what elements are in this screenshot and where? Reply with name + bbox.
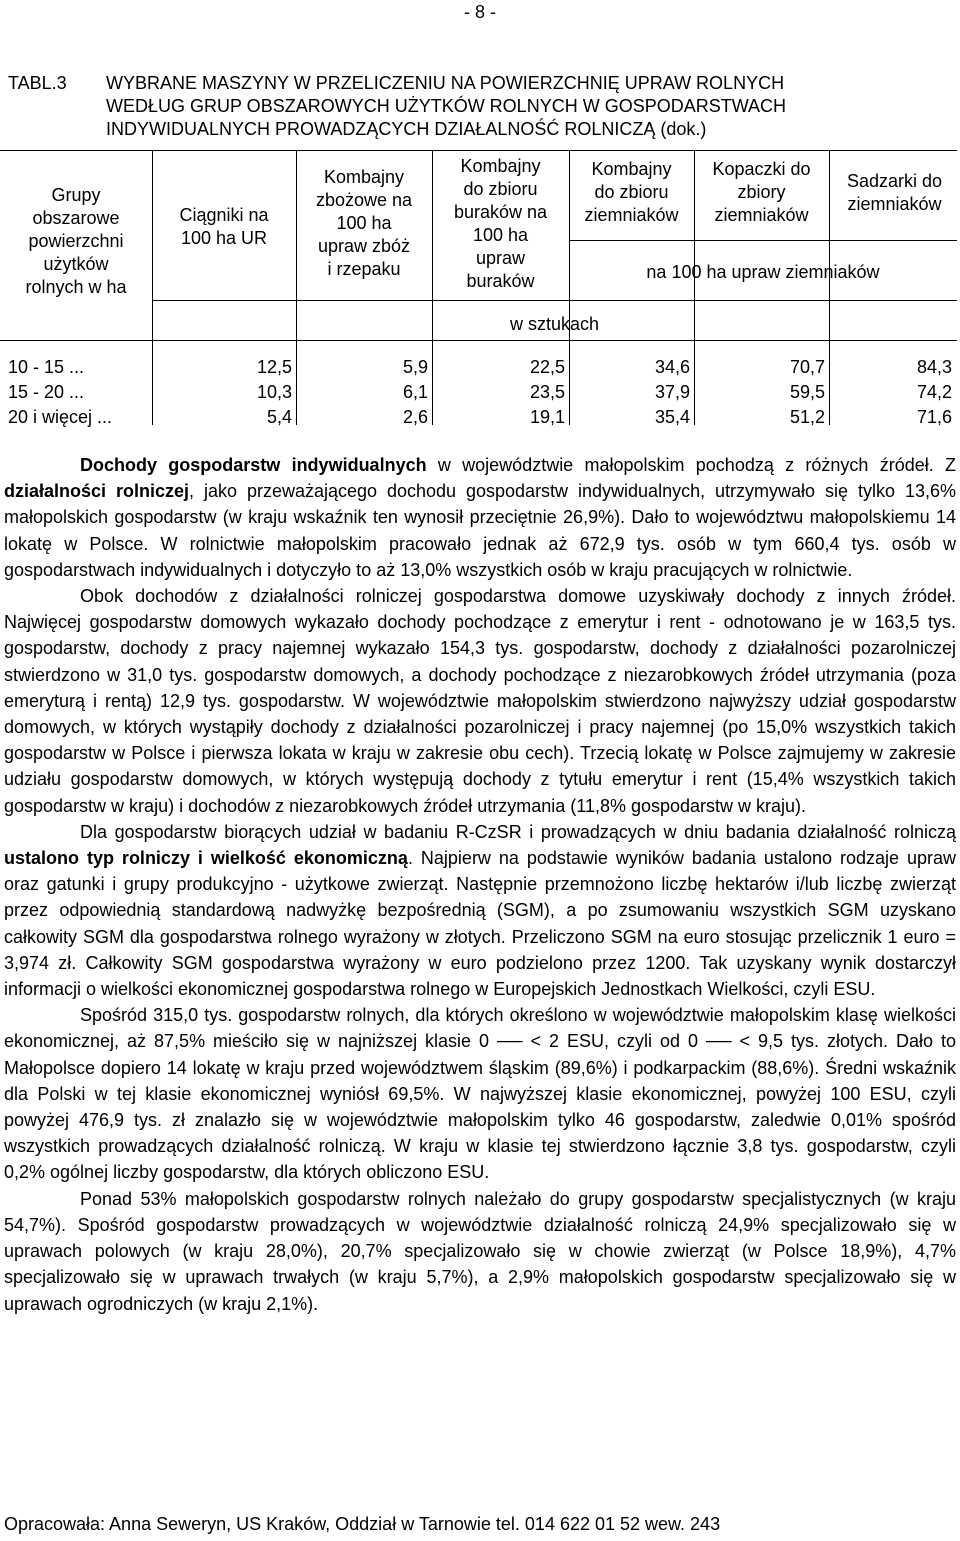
header-tractors: Ciągniki na 100 ha UR [179,205,269,248]
cell: 84,3 [916,357,952,377]
header-combine-potato: Kombajny do zbioru ziemniaków [584,159,679,225]
cell: 59,5 [789,382,825,402]
cell: 74,2 [916,382,952,402]
footer-author: Opracowała: Anna Seweryn, US Kraków, Oddział w Tarnowie tel. 014 622 01 52 wew. 243 [4,1514,721,1534]
cell: 51,2 [789,407,825,427]
header-digger-potato: Kopaczki do zbiory ziemniaków [712,159,811,225]
cell: 5,4 [266,407,292,427]
paragraph: Dochody gospodarstw indywidualnych w województwie małopolskim pochodzą z różnych źródeł. Z działalności rolniczej, jako przeważającego dochodu gospodarstw indywidualnych, utrzymywało się tylko 13,6% małopolskich gospodarstw (w kraju wskaźnik ten wynosił przeciętnie 26,9%). Dało to województwu małopolskiemu 14 lokatę w Polsce. W rolnictwie małopolskim pracowało jednak aż 672,9 tys. osób w tym 660,4 tys. osób w gospodarstwach indywidualnych i dotyczyło to aż 13,0% wszystkich osób w kraju pracujących w rolnictwie. [4,455,957,580]
cell: 5,9 [402,357,428,377]
emphasis: ustalono typ rolniczy i wielkość ekonomiczną [4,848,408,869]
cell: 6,1 [402,382,428,402]
cell: 12,5 [256,357,292,377]
potato-subheader-rule [569,240,957,241]
cell: 71,6 [916,407,952,427]
paragraph: Spośród 315,0 tys. gospodarstw rolnych, dla których określono w województwie małopolskim klasę wielkości ekonomicznej, aż 87,5% mieściło się w najniższej klasie 0 ── < 2 ESU, czyli od 0 ── < 9,5 tys. złotych. Dało to Małopolsce dopiero 14 lokatę w kraju przed województwem śląskim (89,6%) i podkarpackim (88,6%). Średni wskaźnik dla Polski w tej klasie ekonomicznej wyniósł 69,5%. W najwyższej klasie ekonomicznej, powyżej 100 ESU, czyli powyżej 476,9 tys. zł znalazło się w województwie małopolskim tylko 46 gospodarstw, zaledwie 0,01% spośród wszystkich prowadzących działalność rolniczą. W kraju w klasie tej stwierdzono łącznie 3,8 tys. gospodarstw, czyli 0,2% ogólnej liczby gospodarstw, dla których obliczono ESU. [4,1005,956,1183]
cell: 22,5 [529,357,565,377]
unit-subheader-rule [152,300,957,301]
body-text [4,452,956,1317]
table-row [0,380,960,404]
cell: 34,6 [654,357,690,377]
table-row [0,405,960,429]
table-header-rule [0,340,957,341]
row-group: 10 - 15 ... [8,357,85,377]
cell: 37,9 [654,382,690,402]
paragraph: Ponad 53% małopolskich gospodarstw rolnych należało do grupy gospodarstw specjalistycznych (w kraju 54,7%). Spośród gospodarstw prowadzących w województwie działalność rolniczą 24,9% specjalizowało się w uprawach polowych (w kraju 28,0%), 20,7% specjalizowało się w chowie zwierząt (w Polsce 18,9%), 4,7% specjalizowało się w uprawach trwałych (w kraju 5,7%), a 2,9% małopolskich gospodarstw specjalizowało się w uprawach ogrodniczych (w kraju 2,1%). [4,1188,956,1314]
cell: 23,5 [529,382,565,402]
cell: 70,7 [789,357,825,377]
cell: 35,4 [654,407,690,427]
row-group: 15 - 20 ... [8,382,85,402]
page-number: - 8 - [463,2,496,22]
table-row [0,355,960,379]
table-title: WYBRANE MASZYNY W PRZELICZENIU NA POWIERZCHNIĘ UPRAW ROLNYCH WEDŁUG GRUP OBSZAROWYCH UŻYTKÓW ROLNYCH W GOSPODARSTWACH INDYWIDUALNYCH PROWADZĄCYCH DZIAŁALNOŚĆ ROLNICZĄ (dok.) [106,73,787,139]
table-top-rule [0,150,957,151]
header-combine-beet: Kombajny do zbioru buraków na 100 ha upraw buraków [453,156,548,291]
cell: 2,6 [402,407,428,427]
header-planter-potato: Sadzarki do ziemniaków [846,171,943,214]
row-group: 20 i więcej ... [8,407,113,427]
emphasis: działalności rolniczej [4,481,190,502]
table-label: TABL.3 [8,73,67,93]
paragraph: Dla gospodarstw biorących udział w badaniu R-CzSR i prowadzących w dniu badania działalność rolniczą ustalono typ rolniczy i wielkość ekonomiczną. Najpierw na podstawie wyników badania ustalono rodzaje upraw oraz gatunki i grupy produkcyjno - użytkowe zwierząt. Następnie przemnożono liczbę hektarów i/lub liczbę zwierząt przez odpowiednią standardową nadwyżkę bezpośrednią (SGM), a po zsumowaniu wszystkich SGM uzyskano całkowity SGM dla gospodarstwa rolnego wyrażony w złotych. Przeliczono SGM na euro stosując przelicznik 1 euro = 3,974 zł. Całkowity SGM gospodarstwa wyrażony w euro podzielono przez 1200. Tak uzyskany wynik dostarczył informacji o wielkości ekonomicznej gospodarstwa rolnego w Europejskich Jednostkach Wielkości, czyli ESU. [4,821,956,1000]
header-per-potato-area: na 100 ha upraw ziemniaków [646,262,880,282]
header-unit: w sztukach [509,314,600,334]
paragraph: Obok dochodów z działalności rolniczej gospodarstwa domowe uzyskiwały dochody z innych źródeł. Najwięcej gospodarstw domowych wykazało dochody pochodzące z emerytur i rent - odnotowano je w 163,5 tys. gospodarstw, dochody z pracy najemnej wykazało 154,3 tys. gospodarstw, dochody z działalności pozarolniczej stwierdzono w 31,0 tys. gospodarstw domowych, a dochody pochodzące z niezarobkowych źródeł utrzymania (poza emeryturą i rentą) 12,9 tys. gospodarstw. W województwie małopolskim stwierdzono najwyższy udział gospodarstw domowych, w których wystąpiły dochody z działalności pozarolniczej i pracy najemnej (po 15,0% wszystkich takich gospodarstw w Polsce i pierwsza lokata w kraju w zakresie obu cech). Trzecią lokatę w Polsce zajmujemy w zakresie udziału gospodarstw domowych, w których występują dochody z tytułu emerytur i rent (15,4% wszystkich takich gospodarstw w kraju) i dochodów z niezarobkowych źródeł utrzymania (11,8% gospodarstw w kraju). [4,586,956,816]
header-combine-grain: Kombajny zbożowe na 100 ha upraw zbóż i rzepaku [315,167,413,279]
cell: 10,3 [256,382,292,402]
cell: 19,1 [529,407,565,427]
emphasis: Dochody gospodarstw indywidualnych [80,455,427,475]
header-groups: Grupy obszarowe powierzchni użytków rolnych w ha [25,185,127,297]
